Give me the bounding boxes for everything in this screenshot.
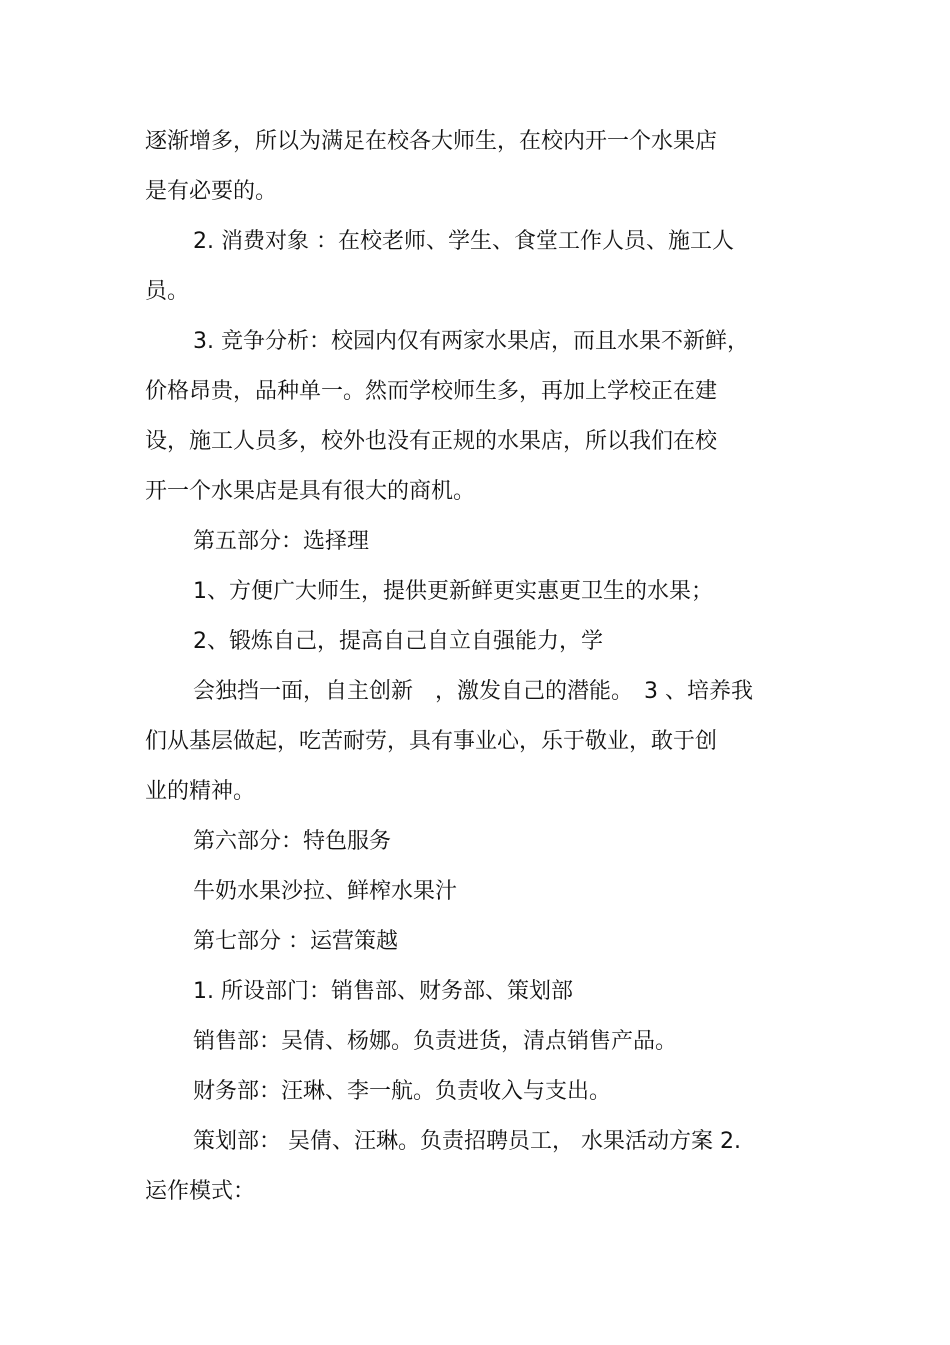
text-line: 销售部：吴倩、杨娜。负责进货，清点销售产品。: [193, 1029, 678, 1054]
section-heading: 第五部分：选择理: [193, 529, 370, 554]
text-line: 运作模式：: [145, 1179, 256, 1204]
text-line: 业的精神。: [145, 779, 256, 804]
text-line: 设，施工人员多，校外也没有正规的水果店，所以我们在校: [145, 429, 718, 454]
text-line: 价格昂贵，品种单一。然而学校师生多，再加上学校正在建: [145, 379, 718, 404]
text-line: 财务部：汪琳、李一航。负责收入与支出。: [193, 1079, 612, 1104]
text-line: 2. 消费对象 ：在校老师、学生、食堂工作人员、施工人: [193, 229, 734, 254]
text-line: 是有必要的。: [145, 179, 278, 204]
section-heading: 第七部分 ：运营策越: [193, 929, 398, 954]
text-line: 员。: [145, 279, 190, 304]
text-line: 1. 所设部门：销售部、财务部、策划部: [193, 979, 573, 1004]
text-line: 1、方便广大师生，提供更新鲜更实惠更卫生的水果；: [193, 579, 713, 604]
text-line: 牛奶水果沙拉、鲜榨水果汁: [193, 879, 458, 904]
text-line: 们从基层做起，吃苦耐劳，具有事业心，乐于敬业，敢于创: [145, 729, 718, 754]
text-line: 逐渐增多，所以为满足在校各大师生，在校内开一个水果店: [145, 129, 718, 154]
text-line: 会独挡一面，自主创新 ，激发自己的潜能。 3 、培养我: [193, 679, 753, 704]
text-line: 开一个水果店是具有很大的商机。: [145, 479, 476, 504]
section-heading: 第六部分：特色服务: [193, 829, 392, 854]
text-line: 3. 竞争分析：校园内仅有两家水果店，而且水果不新鲜，: [193, 329, 749, 354]
text-line: 策划部： 吴倩、汪琳。负责招聘员工， 水果活动方案 2.: [193, 1129, 741, 1154]
text-line: 2、锻炼自己，提高自己自立自强能力，学: [193, 629, 603, 654]
